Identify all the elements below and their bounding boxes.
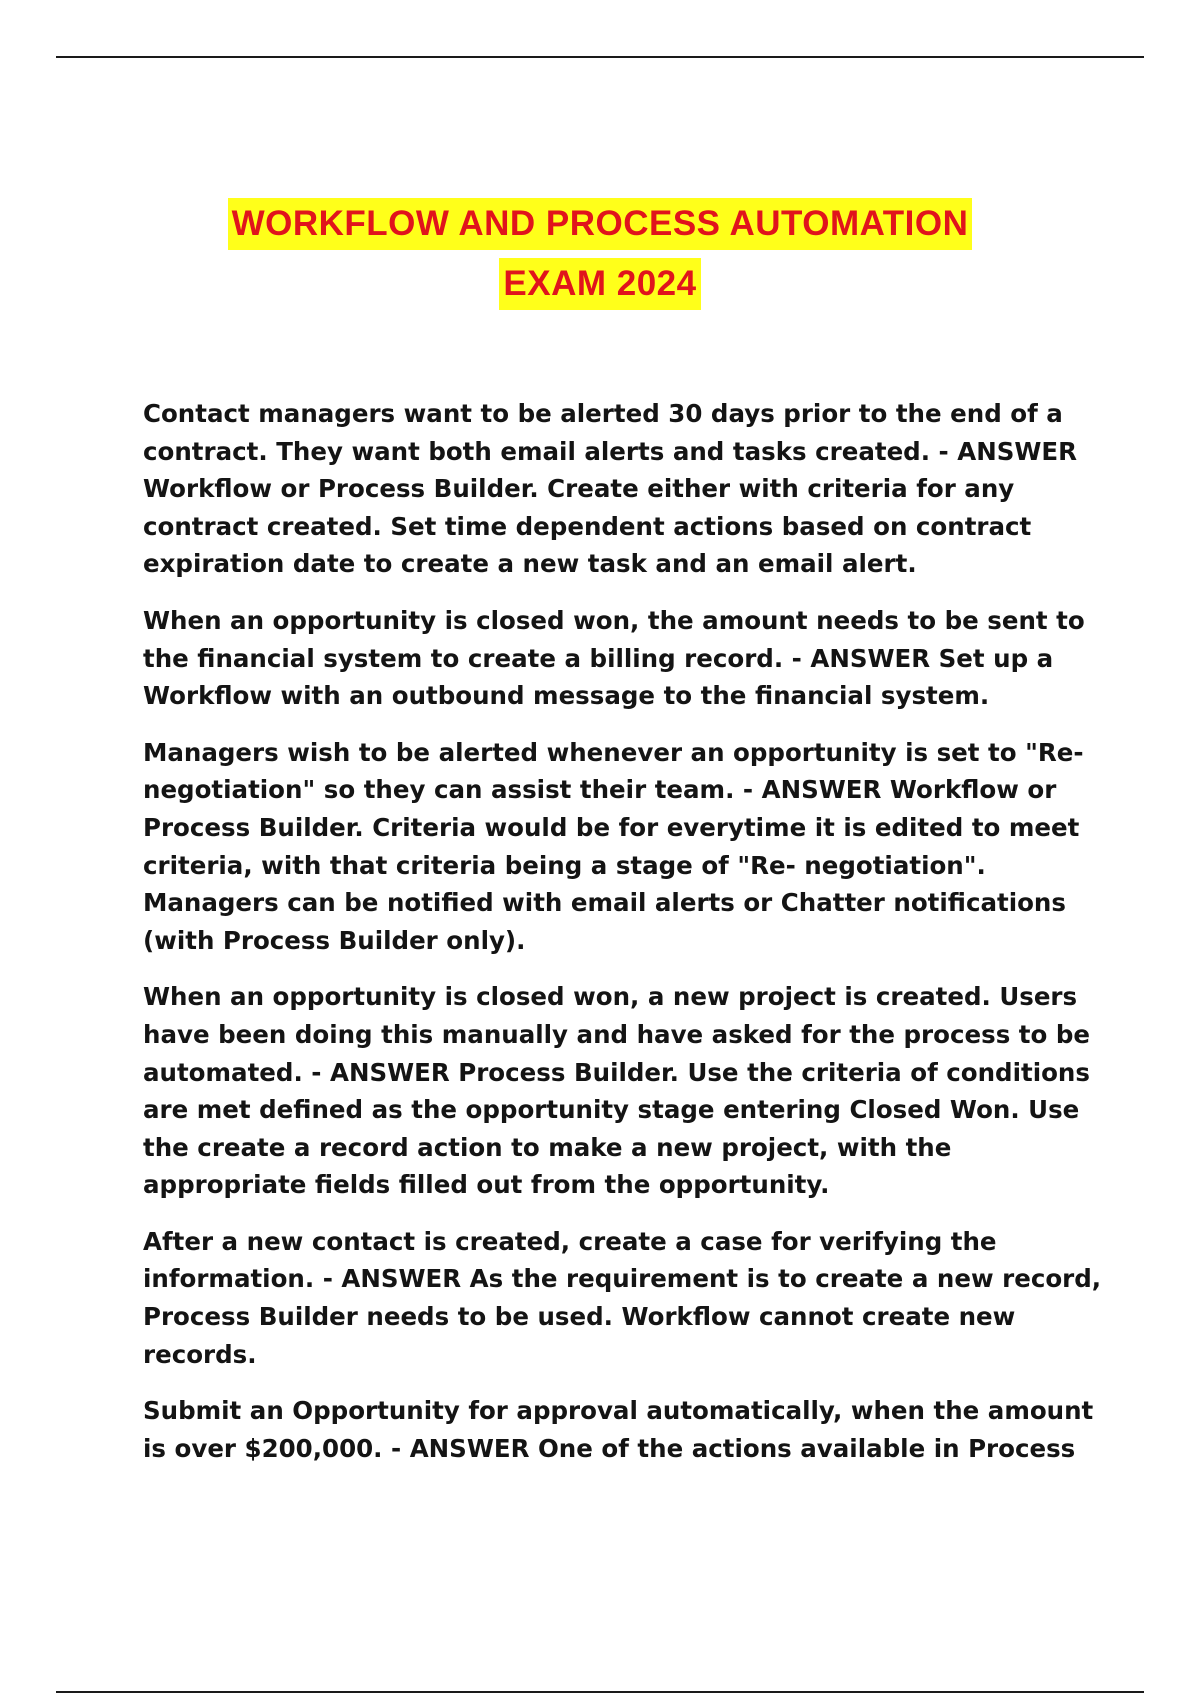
qa-entry-1: Contact managers want to be alerted 30 days prior to the end of a contract. They want both email alerts and tasks created. - ANSWER Workflow or Process Builder. Create either with criteria for any contract created. Set time dependent actions based on contract expiration date to create a new task and an email alert.: [143, 399, 1077, 579]
title-line-1: WORKFLOW AND PROCESS AUTOMATION: [228, 198, 973, 250]
qa-entry-5: After a new contact is created, create a case for verifying the information. - ANSWER As the requirement is to create a new record, Process Builder needs to be used. Workflow cannot create new records.: [143, 1226, 1102, 1369]
qa-entry-2: When an opportunity is closed won, the amount needs to be sent to the financial system to create a billing record. - ANSWER Set up a Workflow with an outbound message to the financial system.: [143, 605, 1085, 711]
document-title: [0, 198, 1200, 318]
qa-entry-6: Submit an Opportunity for approval automatically, when the amount is over $200,000. - ANSWER One of the actions available in Process: [143, 1396, 1094, 1463]
bottom-rule: [56, 1691, 1144, 1693]
qa-entry-4: When an opportunity is closed won, a new project is created. Users have been doing this manually and have asked for the process to be automated. - ANSWER Process Builder. Use the criteria of conditions are met defined as the opportunity stage entering Closed Won. Use the create a record action to make a new project, with the appropriate fields filled out from the opportunity.: [143, 982, 1091, 1200]
qa-list: [143, 395, 1103, 1486]
top-rule: [56, 56, 1144, 58]
qa-entry-3: Managers wish to be alerted whenever an opportunity is set to "Re-negotiation" so they can assist their team. - ANSWER Workflow or Process Builder. Criteria would be for everytime it is edited to meet criteria, with that criteria being a stage of "Re- negotiation". Managers can be notified with email alerts or Chatter notifications (with Process Builder only).: [143, 737, 1084, 955]
title-line-2: EXAM 2024: [499, 258, 700, 310]
